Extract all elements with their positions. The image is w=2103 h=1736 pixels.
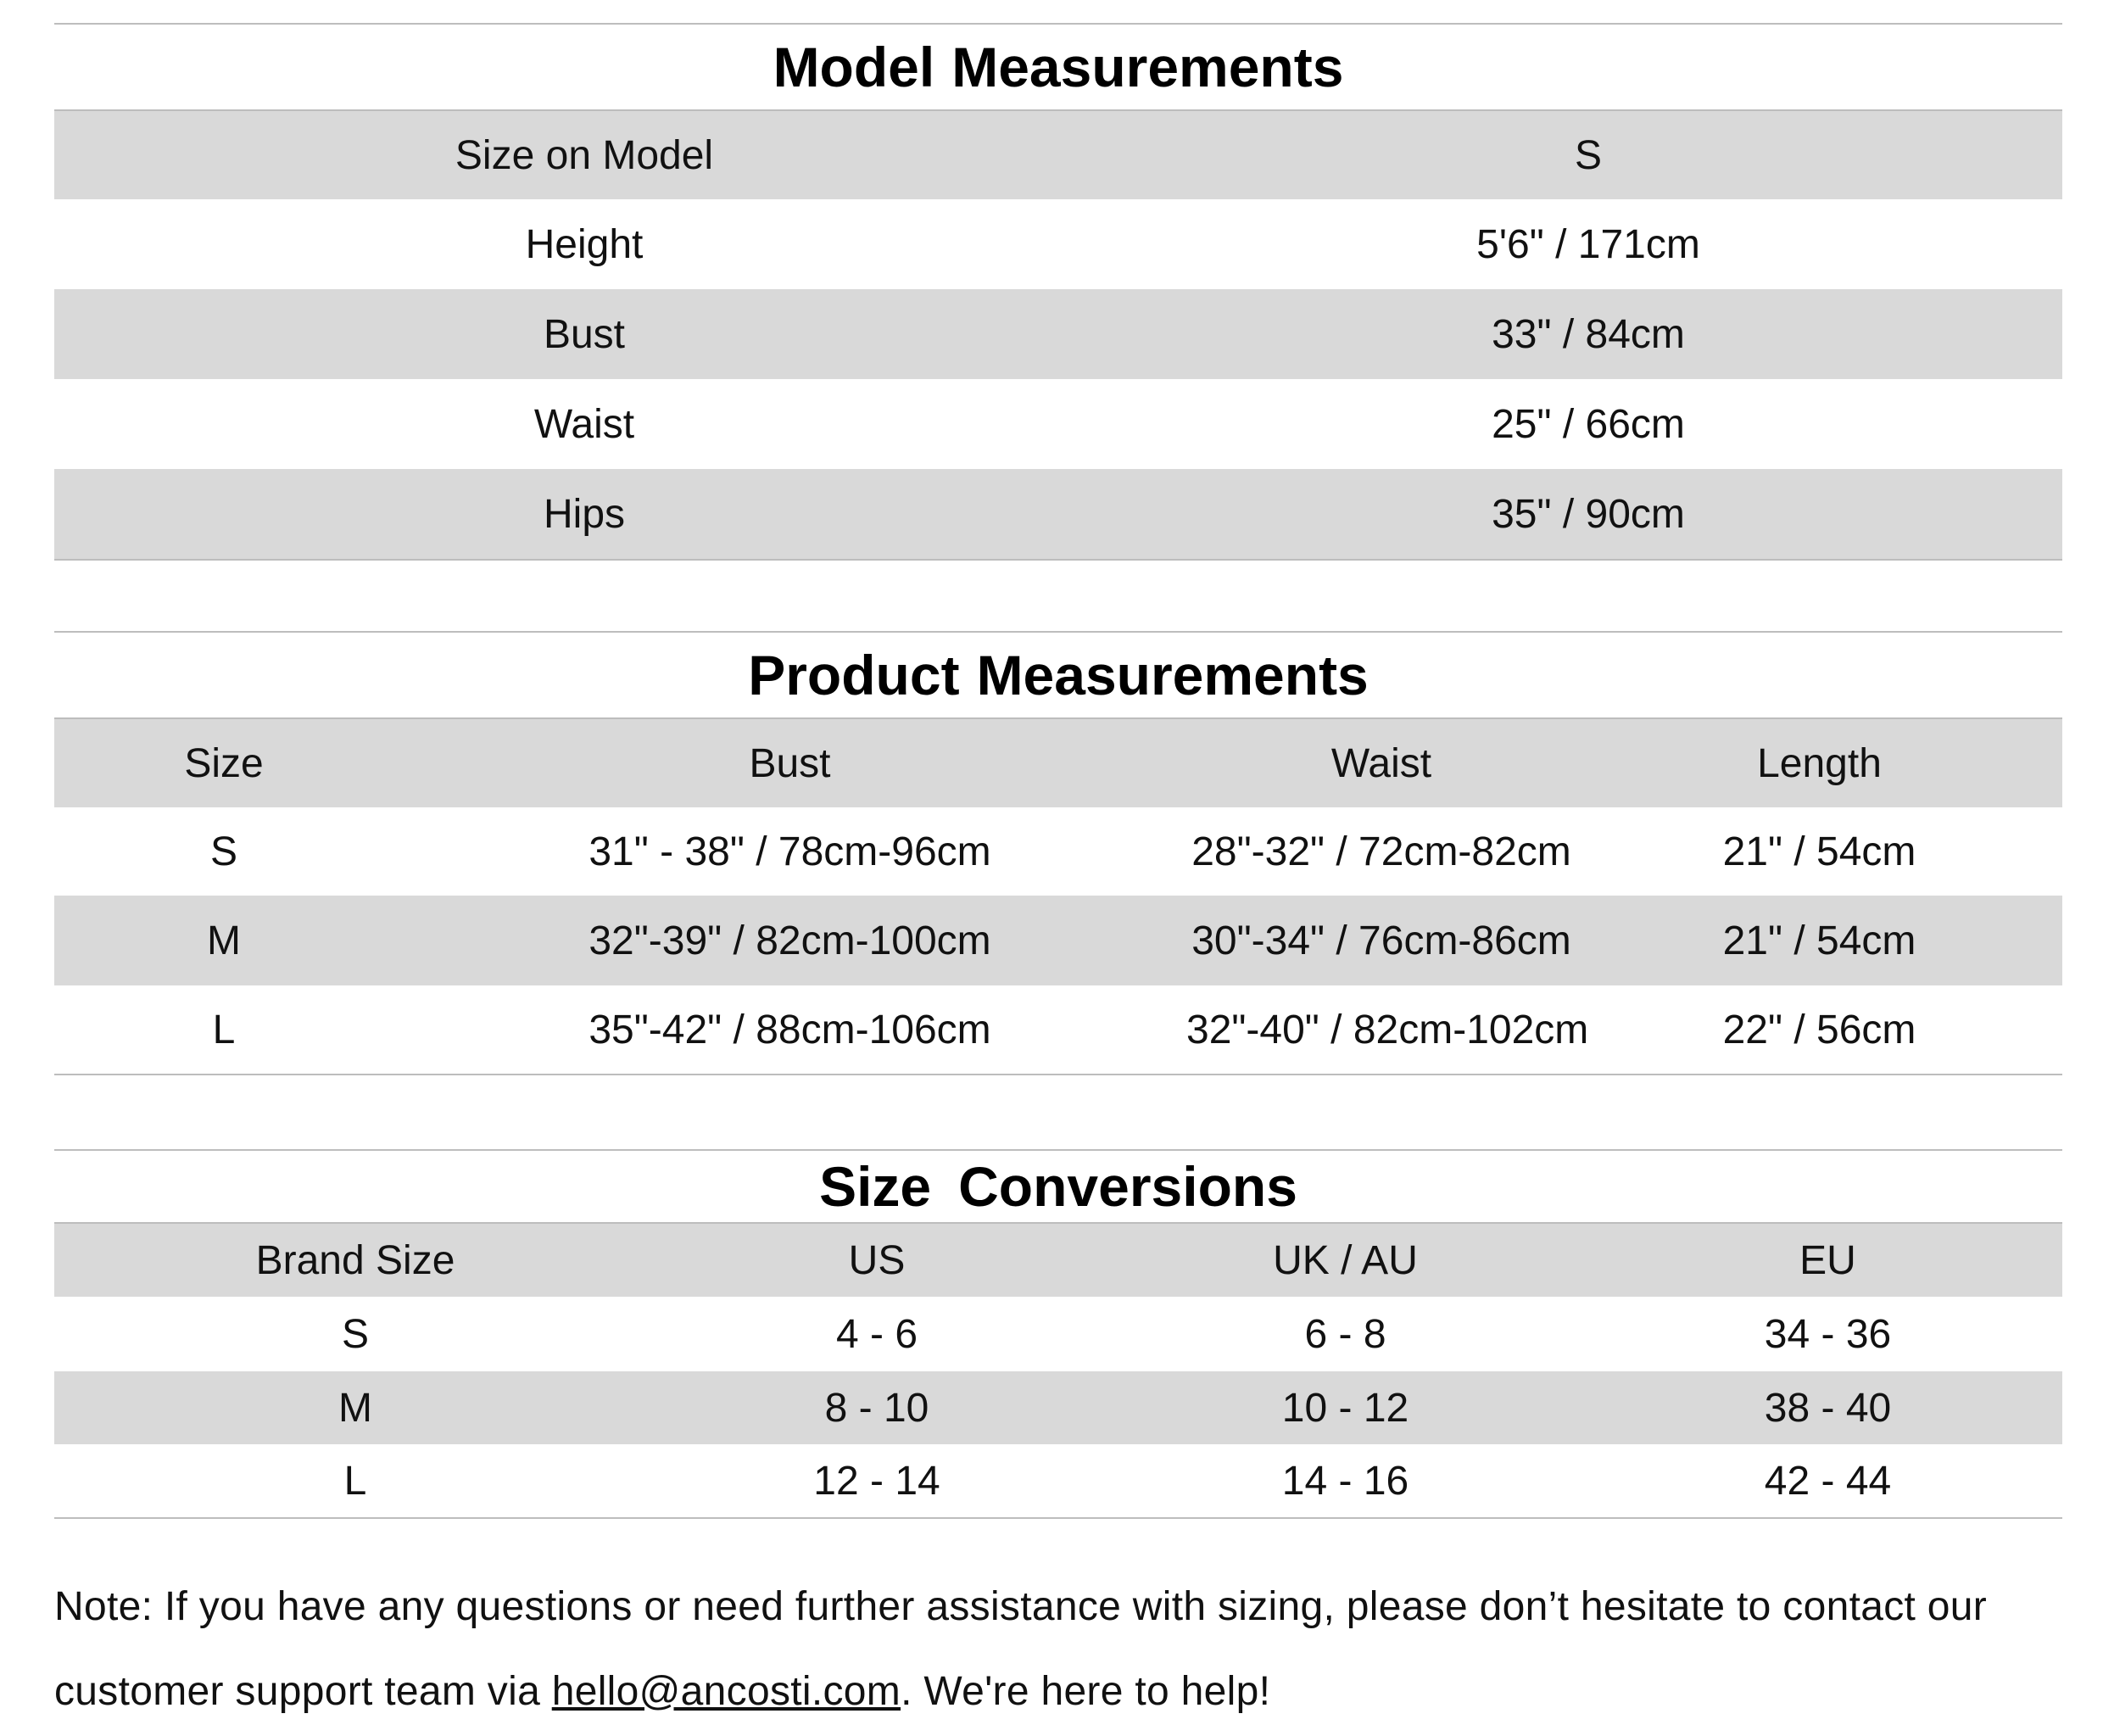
- table-cell: M: [207, 918, 241, 963]
- column-header: Bust: [749, 740, 831, 786]
- model-label: Height: [525, 221, 644, 267]
- table-cell: S: [341, 1311, 369, 1357]
- size-conversions-title: [54, 1149, 2062, 1224]
- model-value: 25" / 66cm: [1492, 401, 1685, 447]
- model-label: Hips: [543, 491, 626, 537]
- table-row: [54, 985, 2062, 1075]
- table-cell: 28"-32" / 72cm-82cm: [1191, 829, 1571, 874]
- model-row-size: [54, 111, 2062, 199]
- table-cell: 4 - 6: [835, 1311, 918, 1357]
- column-header: EU: [1799, 1237, 1856, 1283]
- table-cell: S: [209, 829, 237, 874]
- table-cell: 12 - 14: [813, 1458, 940, 1504]
- table-cell: 21" / 54cm: [1722, 918, 1916, 963]
- conversion-header-row: [54, 1224, 2062, 1297]
- table-cell: 6 - 8: [1304, 1311, 1386, 1357]
- size-conversions-section: [54, 1149, 2062, 1519]
- model-value: 5'6" / 171cm: [1476, 221, 1700, 267]
- table-row: [54, 807, 2062, 896]
- table-row: [54, 1444, 2062, 1519]
- model-measurements-title: [54, 23, 2062, 111]
- table-cell: L: [212, 1007, 236, 1052]
- model-value: 33" / 84cm: [1492, 311, 1685, 357]
- table-cell: L: [343, 1458, 367, 1504]
- product-measurements-title: [54, 631, 2062, 719]
- note-text: Note: If you have any questions or need further assistance with sizing, please don’t hesitate to contact our customer support team via: [54, 1584, 1988, 1714]
- title-word: Product: [748, 644, 960, 706]
- table-row: [54, 1297, 2062, 1371]
- note-text-end: . We're here to help!: [901, 1669, 1271, 1714]
- model-row-waist: [54, 379, 2062, 469]
- table-cell: 35"-42" / 88cm-106cm: [589, 1007, 991, 1052]
- table-row: [54, 896, 2062, 985]
- table-cell: 8 - 10: [824, 1385, 929, 1431]
- column-header: Size: [184, 740, 264, 786]
- support-note: [54, 1565, 2062, 1734]
- title-word: Size: [819, 1155, 932, 1218]
- model-value: 35" / 90cm: [1492, 491, 1685, 537]
- model-value: S: [1574, 132, 1602, 178]
- title-word: Measurements: [976, 644, 1369, 706]
- column-header: Waist: [1330, 740, 1432, 786]
- model-label: Size on Model: [455, 132, 714, 178]
- title-word: Conversions: [958, 1155, 1297, 1218]
- table-cell: 14 - 16: [1281, 1458, 1409, 1504]
- column-header: UK / AU: [1273, 1237, 1418, 1283]
- model-row-height: [54, 199, 2062, 289]
- table-cell: 32"-40" / 82cm-102cm: [1186, 1007, 1589, 1052]
- product-measurements-section: [54, 631, 2062, 1075]
- table-cell: 30"-34" / 76cm-86cm: [1191, 918, 1571, 963]
- table-cell: 32"-39" / 82cm-100cm: [589, 918, 991, 963]
- model-label: Waist: [533, 401, 635, 447]
- product-header-row: [54, 719, 2062, 807]
- model-row-hips: [54, 469, 2062, 561]
- table-cell: 42 - 44: [1764, 1458, 1892, 1504]
- title-word: Model: [773, 36, 935, 98]
- table-row: [54, 1371, 2062, 1444]
- table-cell: 21" / 54cm: [1722, 829, 1916, 874]
- column-header: Length: [1757, 740, 1882, 786]
- model-label: Bust: [543, 311, 626, 357]
- table-cell: 38 - 40: [1764, 1385, 1892, 1431]
- table-cell: 31" - 38" / 78cm-96cm: [589, 829, 991, 874]
- column-header: Brand Size: [255, 1237, 455, 1283]
- model-measurements-section: [54, 23, 2062, 561]
- table-cell: 10 - 12: [1281, 1385, 1409, 1431]
- title-word: Measurements: [951, 36, 1344, 98]
- table-cell: 22" / 56cm: [1722, 1007, 1916, 1052]
- table-cell: M: [338, 1385, 372, 1431]
- column-header: US: [848, 1237, 906, 1283]
- model-row-bust: [54, 289, 2062, 379]
- table-cell: 34 - 36: [1764, 1311, 1892, 1357]
- support-email-link[interactable]: hello@ancosti.com: [551, 1669, 901, 1714]
